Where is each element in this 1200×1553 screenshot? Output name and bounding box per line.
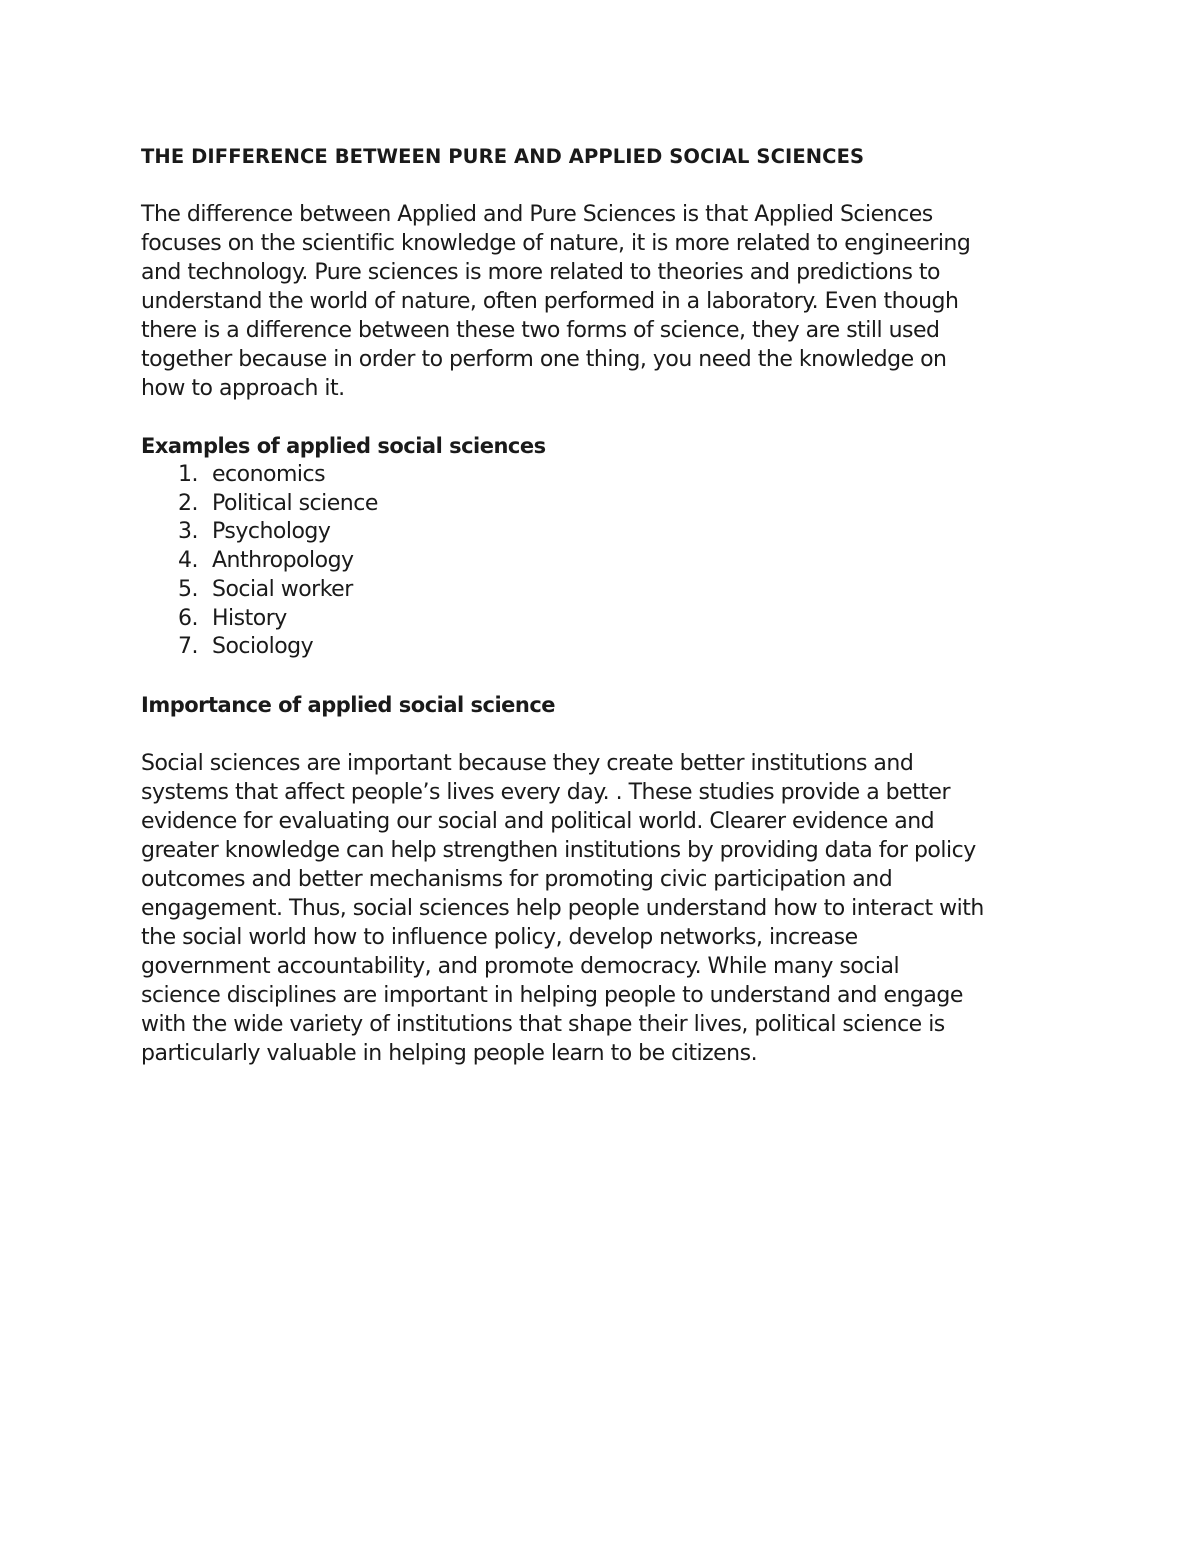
- importance-line: evidence for evaluating our social and political world. Clearer evidence and: [141, 808, 935, 834]
- paragraph-spacer: [141, 720, 1071, 749]
- intro-line: how to approach it.: [141, 376, 345, 401]
- document-page: [141, 142, 1071, 1068]
- importance-line: science disciplines are important in helping people to understand and engage: [141, 982, 963, 1008]
- importance-line: engagement. Thus, social sciences help people understand how to interact with: [141, 895, 984, 921]
- intro-line: understand the world of nature, often performed in a laboratory. Even though: [141, 289, 959, 314]
- list-item-label: Sociology: [212, 634, 314, 660]
- intro-line: The difference between Applied and Pure Sciences is that Applied Sciences: [141, 202, 933, 227]
- intro-line: there is a difference between these two forms of science, they are still used: [141, 318, 940, 343]
- document-title: THE DIFFERENCE BETWEEN PURE AND APPLIED SOCIAL SCIENCES: [141, 145, 865, 168]
- importance-heading: Importance of applied social science: [141, 692, 556, 717]
- list-item: [141, 633, 1071, 662]
- list-item-number: 2.: [178, 490, 198, 516]
- intro-line: and technology. Pure sciences is more related to theories and predictions to: [141, 260, 940, 285]
- list-item-label: Psychology: [212, 519, 331, 545]
- examples-list: [141, 461, 1071, 662]
- list-item: [141, 576, 1071, 605]
- list-item: [141, 518, 1071, 547]
- importance-line: Social sciences are important because they create better institutions and: [141, 750, 914, 776]
- examples-heading: Examples of applied social sciences: [141, 434, 546, 458]
- list-item-number: 5.: [178, 576, 198, 602]
- intro-line: together because in order to perform one thing, you need the knowledge on: [141, 347, 947, 372]
- list-item: [141, 547, 1071, 576]
- importance-line: greater knowledge can help strengthen institutions by providing data for policy: [141, 837, 976, 863]
- list-item-label: economics: [212, 462, 326, 487]
- intro-line: focuses on the scientific knowledge of nature, it is more related to engineering: [141, 231, 971, 256]
- list-item-label: Anthropology: [212, 548, 354, 574]
- list-item: [141, 605, 1071, 634]
- importance-paragraph: [141, 749, 1071, 1068]
- list-item-number: 3.: [178, 519, 198, 545]
- list-item-label: Social worker: [212, 576, 353, 602]
- importance-line: the social world how to influence policy, develop networks, increase: [141, 924, 858, 950]
- list-item-number: 1.: [178, 462, 198, 487]
- importance-line: government accountability, and promote democracy. While many social: [141, 953, 900, 979]
- importance-line: outcomes and better mechanisms for promoting civic participation and: [141, 866, 893, 892]
- intro-paragraph: [141, 200, 1071, 403]
- importance-line: particularly valuable in helping people learn to be citizens.: [141, 1040, 758, 1066]
- importance-line: with the wide variety of institutions that shape their lives, political science is: [141, 1011, 945, 1037]
- list-item: [141, 461, 1071, 490]
- list-item-number: 6.: [178, 605, 198, 631]
- list-item-label: Political science: [212, 490, 378, 516]
- list-item: [141, 490, 1071, 519]
- importance-line: systems that affect people’s lives every day. . These studies provide a better: [141, 779, 951, 805]
- list-item-number: 7.: [178, 634, 198, 660]
- list-item-label: History: [212, 605, 287, 631]
- list-item-number: 4.: [178, 548, 198, 574]
